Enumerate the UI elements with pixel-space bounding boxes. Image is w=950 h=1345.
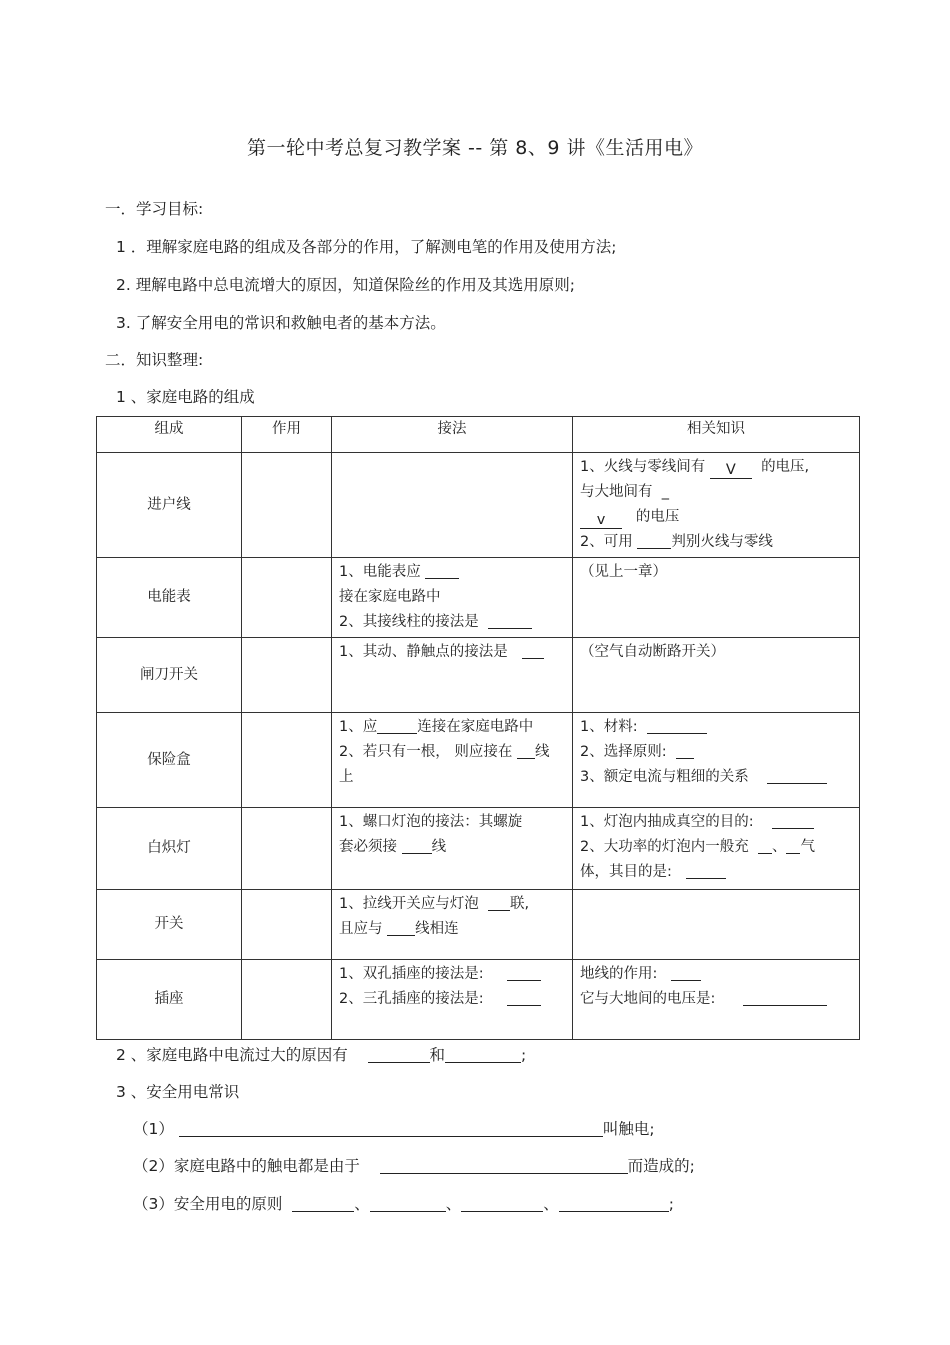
answer-blank[interactable]	[522, 644, 544, 660]
item2-text: ;	[521, 1046, 527, 1064]
method-cell	[332, 453, 573, 558]
table-row	[97, 960, 860, 1040]
function-cell	[242, 713, 332, 808]
method-text: 线	[534, 744, 550, 760]
knowledge-cell	[573, 713, 860, 808]
knowledge-cell	[573, 890, 860, 960]
method-cell	[332, 558, 573, 638]
question-text: 叫触电;	[602, 1120, 655, 1138]
method-cell	[332, 638, 573, 713]
answer-blank[interactable]	[445, 1047, 521, 1064]
method-text: 连接在家庭电路中	[417, 719, 534, 735]
answer-blank[interactable]	[368, 1047, 430, 1064]
subheading-home-circuit: 1 、家庭电路的组成	[116, 388, 255, 406]
answer-blank[interactable]	[377, 719, 417, 735]
question-text: 、	[354, 1195, 370, 1213]
method-text: 1、双孔插座的接法是:	[339, 966, 484, 982]
knowledge-text: 2、可用	[580, 534, 633, 550]
row-name: 白炽灯	[97, 808, 242, 890]
knowledge-text: （见上一章）	[580, 564, 667, 580]
knowledge-text: 判别火线与零线	[671, 534, 773, 550]
knowledge-text: （空气自动断路开关）	[580, 644, 725, 660]
objective-item: 2. 理解电路中总电流增大的原因，知道保险丝的作用及其选用原则;	[116, 276, 575, 294]
column-header: 相关知识	[573, 417, 860, 453]
answer-blank[interactable]	[671, 966, 701, 982]
row-name: 电能表	[97, 558, 242, 638]
question-text: 、	[543, 1195, 559, 1213]
knowledge-cell	[573, 638, 860, 713]
section2-heading: 二．知识整理:	[105, 351, 204, 369]
function-cell	[242, 960, 332, 1040]
column-header: 作用	[242, 417, 332, 453]
method-text: 1、螺口灯泡的接法：其螺旋	[339, 814, 523, 830]
knowledge-text: 2、大功率的灯泡内一般充	[580, 839, 749, 855]
knowledge-text: 1、材料:	[580, 719, 638, 735]
knowledge-text: 2、选择原则:	[580, 744, 667, 760]
answer-blank[interactable]	[425, 564, 459, 580]
knowledge-text: 3、额定电流与粗细的关系	[580, 769, 749, 785]
answer-blank[interactable]	[758, 839, 772, 855]
method-cell	[332, 713, 573, 808]
objective-item: 1 ．理解家庭电路的组成及各部分的作用，了解测电笔的作用及使用方法;	[116, 238, 617, 256]
question-line	[133, 1117, 655, 1139]
knowledge-text: 1、火线与零线间有	[580, 459, 706, 475]
answer-blank[interactable]	[488, 614, 532, 630]
page-title: 第一轮中考总复习教学案 -- 第 8、9 讲《生活用电》	[246, 137, 704, 159]
answer-blank[interactable]	[786, 839, 800, 855]
method-text: 且应与	[339, 921, 383, 937]
answer-blank[interactable]	[517, 744, 535, 760]
column-header: 组成	[97, 417, 242, 453]
knowledge-text: 地线的作用:	[580, 966, 658, 982]
row-name: 进户线	[97, 453, 242, 558]
method-cell	[332, 890, 573, 960]
method-text: 2、三孔插座的接法是:	[339, 991, 484, 1007]
answer-blank[interactable]	[461, 1196, 543, 1213]
answer-blank[interactable]	[637, 534, 671, 550]
method-text: 联,	[509, 896, 530, 912]
answer-blank[interactable]	[507, 966, 541, 982]
item2-text: 和	[429, 1046, 446, 1064]
method-text: 上	[339, 769, 354, 785]
answer-blank[interactable]	[767, 769, 827, 785]
question-text: （3）安全用电的原则	[133, 1195, 283, 1213]
question-text: ;	[668, 1195, 675, 1213]
item2-line	[116, 1043, 526, 1065]
item3-heading: 3 、安全用电常识	[116, 1083, 240, 1101]
table-row	[97, 713, 860, 808]
answer-blank[interactable]	[710, 463, 752, 479]
method-text: 线相连	[415, 921, 459, 937]
answer-blank[interactable]	[292, 1196, 354, 1213]
method-text: 1、拉线开关应与灯泡	[339, 896, 479, 912]
question-line	[133, 1192, 674, 1214]
method-text: 1、电能表应	[339, 564, 421, 580]
knowledge-cell	[573, 558, 860, 638]
answer-blank[interactable]	[647, 719, 707, 735]
method-cell	[332, 960, 573, 1040]
knowledge-cell	[573, 808, 860, 890]
method-text: 1、应	[339, 719, 378, 735]
method-text: 2、其接线柱的接法是	[339, 614, 479, 630]
question-line	[133, 1154, 695, 1176]
answer-blank[interactable]	[743, 991, 827, 1007]
column-header: 接法	[332, 417, 573, 453]
knowledge-text: 的电压,	[761, 459, 810, 475]
question-text: 而造成的;	[627, 1157, 695, 1175]
method-text: 1、其动、静触点的接法是	[339, 644, 508, 660]
function-cell	[242, 890, 332, 960]
knowledge-text: 、	[771, 839, 787, 855]
method-text: 接在家庭电路中	[339, 589, 441, 605]
table-row	[97, 890, 860, 960]
table-row	[97, 638, 860, 713]
table-row	[97, 453, 860, 558]
question-text: 、	[445, 1195, 462, 1213]
row-name: 闸刀开关	[97, 638, 242, 713]
answer-blank[interactable]	[370, 1196, 446, 1213]
answer-blank[interactable]	[387, 921, 415, 937]
function-cell	[242, 808, 332, 890]
method-cell	[332, 808, 573, 890]
function-cell	[242, 638, 332, 713]
function-cell	[242, 558, 332, 638]
knowledge-text: 体，其目的是:	[580, 864, 672, 880]
function-cell	[242, 453, 332, 558]
answer-blank[interactable]	[402, 839, 432, 855]
answer-blank[interactable]	[507, 991, 541, 1007]
answer-blank[interactable]	[676, 744, 694, 760]
blank-hint: V	[725, 462, 736, 478]
knowledge-text: _	[661, 484, 669, 500]
answer-blank[interactable]	[179, 1121, 603, 1138]
objective-item: 3. 了解安全用电的常识和救触电者的基本方法。	[116, 314, 446, 332]
answer-blank[interactable]	[772, 814, 814, 830]
row-name: 保险盒	[97, 713, 242, 808]
answer-blank[interactable]	[380, 1158, 628, 1175]
answer-blank[interactable]	[686, 864, 726, 880]
home-circuit-table	[96, 416, 860, 1040]
knowledge-text: 的电压	[635, 509, 680, 525]
row-name: 开关	[97, 890, 242, 960]
answer-blank[interactable]	[488, 896, 510, 912]
knowledge-text: 气	[800, 839, 815, 855]
knowledge-text: 与大地间有	[580, 484, 653, 500]
table-header-row	[97, 417, 860, 453]
answer-blank[interactable]	[580, 513, 622, 529]
method-text: 套必须接	[339, 839, 397, 855]
section1-heading: 一．学习目标:	[105, 200, 204, 218]
method-text: 2、若只有一根， 则应接在	[339, 744, 513, 760]
question-text: （2）家庭电路中的触电都是由于	[133, 1157, 360, 1175]
knowledge-cell	[573, 960, 860, 1040]
table-row	[97, 558, 860, 638]
knowledge-cell	[573, 453, 860, 558]
answer-blank[interactable]	[559, 1196, 669, 1213]
table-row	[97, 808, 860, 890]
question-text: （1）	[133, 1120, 174, 1138]
blank-hint: v	[596, 512, 606, 528]
knowledge-text: 它与大地间的电压是:	[580, 991, 716, 1007]
row-name: 插座	[97, 960, 242, 1040]
method-text: 线	[431, 839, 447, 855]
knowledge-text: 1、灯泡内抽成真空的目的:	[580, 814, 754, 830]
item2-text: 2 、家庭电路中电流过大的原因有	[116, 1046, 348, 1064]
